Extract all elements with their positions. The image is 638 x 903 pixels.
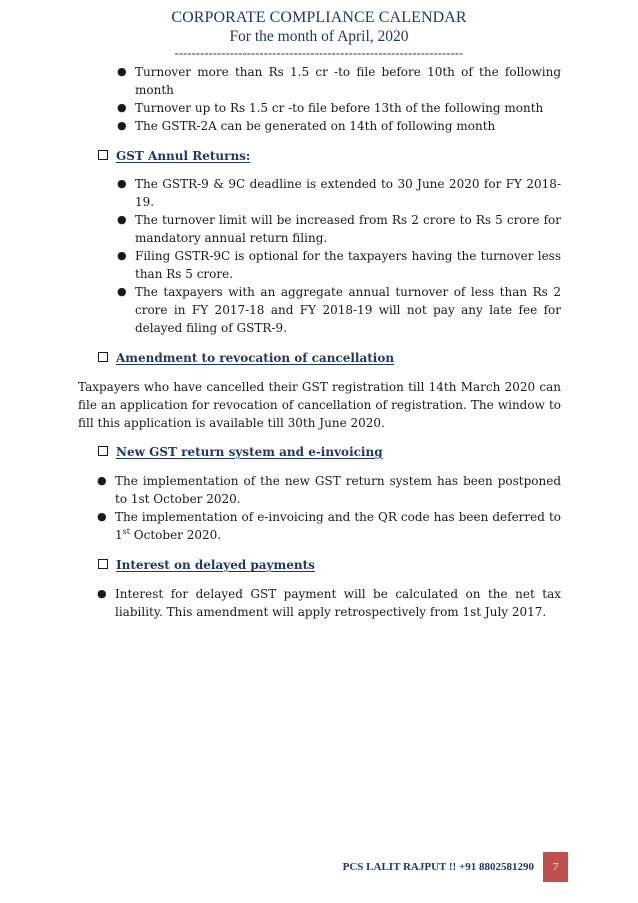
page-title: CORPORATE COMPLIANCE CALENDAR <box>171 9 467 26</box>
list-item: ● The implementation of e-invoicing and the QR code has been deferred to 1st October 2020. <box>97 510 561 542</box>
checkbox-square-icon <box>98 446 108 456</box>
page-subtitle: For the month of April, 2020 <box>229 28 409 45</box>
list-item: ● Turnover up to Rs 1.5 cr -to file before 13th of the following month <box>117 101 544 115</box>
section-heading-new-gst-return: New GST return system and e-invoicing <box>98 443 638 461</box>
bullet-icon: ● <box>97 474 107 487</box>
document-body <box>0 63 638 621</box>
checkbox-square-icon <box>98 559 108 569</box>
section-heading-revocation: Amendment to revocation of cancellation <box>98 349 638 367</box>
list-item: ● The turnover limit will be increased from Rs 2 crore to Rs 5 crore for mandatory annual return filing. <box>117 213 561 245</box>
bullet-icon: ● <box>117 119 127 132</box>
intro-bullet-list <box>117 63 561 135</box>
page-footer <box>0 852 638 882</box>
checkbox-square-icon <box>98 352 108 362</box>
revocation-paragraph: Taxpayers who have cancelled their GST registration till 14th March 2020 can file an application for revocation of cancellation of registration. The window to fill this application is available till 30th June 2020. <box>78 380 561 430</box>
ordinal-superscript: st <box>122 527 130 536</box>
list-item: ● The GSTR-9 & 9C deadline is extended to 30 June 2020 for FY 2018-19. <box>117 177 561 209</box>
bullet-icon: ● <box>117 177 127 190</box>
section-heading-gst-annual-returns: GST Annul Returns: <box>98 147 638 165</box>
bullet-icon: ● <box>97 587 107 600</box>
annual-returns-bullet-list <box>117 175 561 337</box>
interest-bullet-list <box>97 585 561 621</box>
section-heading-interest: Interest on delayed payments <box>98 556 638 574</box>
page-header <box>0 8 638 59</box>
header-rule: -------------------------------------------------------------------- <box>174 46 464 60</box>
list-item: ● The taxpayers with an aggregate annual turnover of less than Rs 2 crore in FY 2017-18 and FY 2018-19 will not pay any late fee for delayed filing of GSTR-9. <box>117 285 561 335</box>
bullet-icon: ● <box>117 213 127 226</box>
bullet-icon: ● <box>117 101 127 114</box>
bullet-icon: ● <box>97 510 107 523</box>
bullet-icon: ● <box>117 65 127 78</box>
list-item: ● The implementation of the new GST return system has been postponed to 1st October 2020. <box>97 474 561 506</box>
bullet-icon: ● <box>117 249 127 262</box>
list-item: ● Turnover more than Rs 1.5 cr -to file before 10th of the following month <box>117 65 561 97</box>
page-number-badge: 7 <box>543 852 568 882</box>
new-return-bullet-list <box>97 472 561 544</box>
checkbox-square-icon <box>98 150 108 160</box>
list-item: ● Filing GSTR-9C is optional for the taxpayers having the turnover less than Rs 5 crore. <box>117 249 561 281</box>
bullet-icon: ● <box>117 285 127 298</box>
list-item: ● Interest for delayed GST payment will be calculated on the net tax liability. This amendment will apply retrospectively from 1st July 2017. <box>97 587 561 619</box>
footer-contact: PCS LALIT RAJPUT !! +91 8802581290 <box>342 861 534 873</box>
list-item: ● The GSTR-2A can be generated on 14th of following month <box>117 119 496 133</box>
